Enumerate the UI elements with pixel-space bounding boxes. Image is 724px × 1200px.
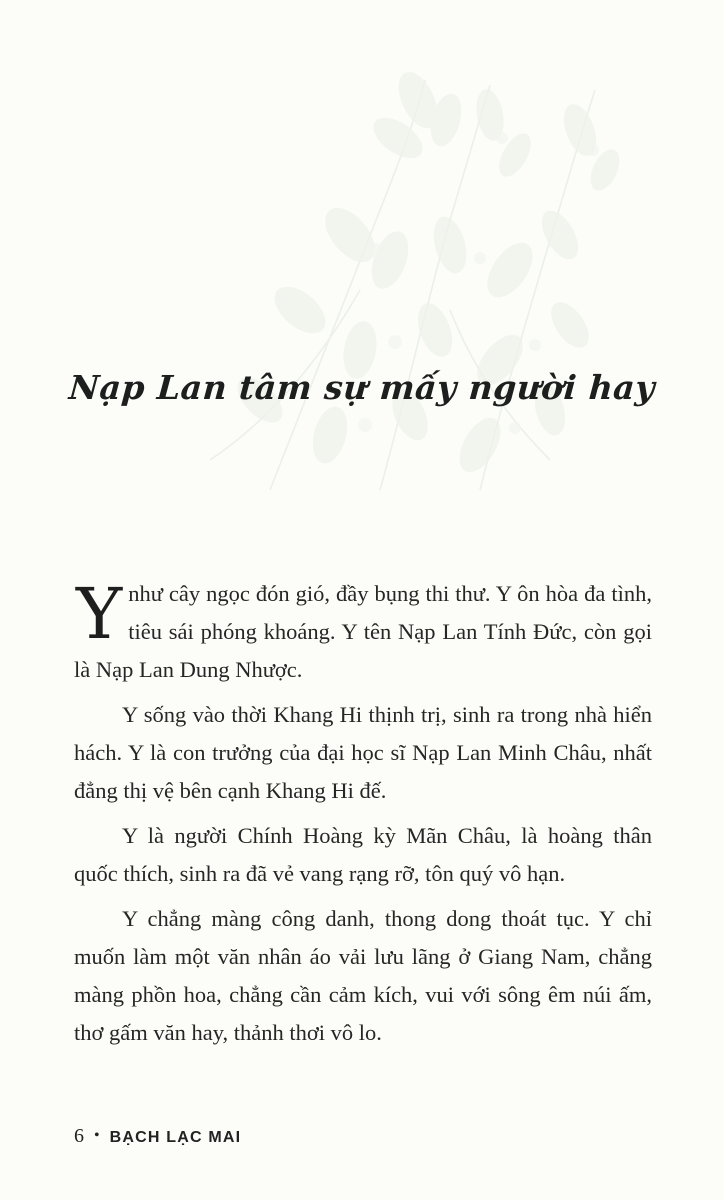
page-number: 6 [74, 1125, 84, 1147]
page-footer [74, 1125, 241, 1148]
running-head: BẠCH LẠC MAI [109, 1129, 242, 1146]
chapter-title: Nạp Lan tâm sự mấy người hay [67, 368, 657, 407]
paragraph: Y là người Chính Hoàng kỳ Mãn Châu, là hoàng thân quốc thích, sinh ra đã vẻ vang rạng rỡ, tôn quý vô hạn. [74, 823, 652, 886]
paragraph-text: như cây ngọc đón gió, đầy bụng thi thư. Y ôn hòa đa tình, tiêu sái phóng khoáng. Y tên Nạp Lan Tính Đức, còn gọi là Nạp Lan Dung Nhược. [74, 581, 652, 682]
footer-separator: • [94, 1127, 100, 1144]
paragraph: Y chẳng màng công danh, thong dong thoát tục. Y chỉ muốn làm một văn nhân áo vải lưu lãng ở Giang Nam, chẳng màng phồn hoa, chẳng cần cảm kích, vui với sông êm núi ấm, thơ gấm văn hay, thảnh thơi vô lo. [74, 906, 652, 1045]
body-text [74, 575, 652, 1059]
drop-cap: Y [76, 573, 123, 655]
paragraph [74, 575, 652, 689]
chapter-heading [0, 368, 724, 407]
paragraph: Y sống vào thời Khang Hi thịnh trị, sinh ra trong nhà hiển hách. Y là con trưởng của đại học sĩ Nạp Lan Minh Châu, nhất đẳng thị vệ bên cạnh Khang Hi đế. [74, 702, 652, 803]
floral-watermark [150, 60, 670, 510]
